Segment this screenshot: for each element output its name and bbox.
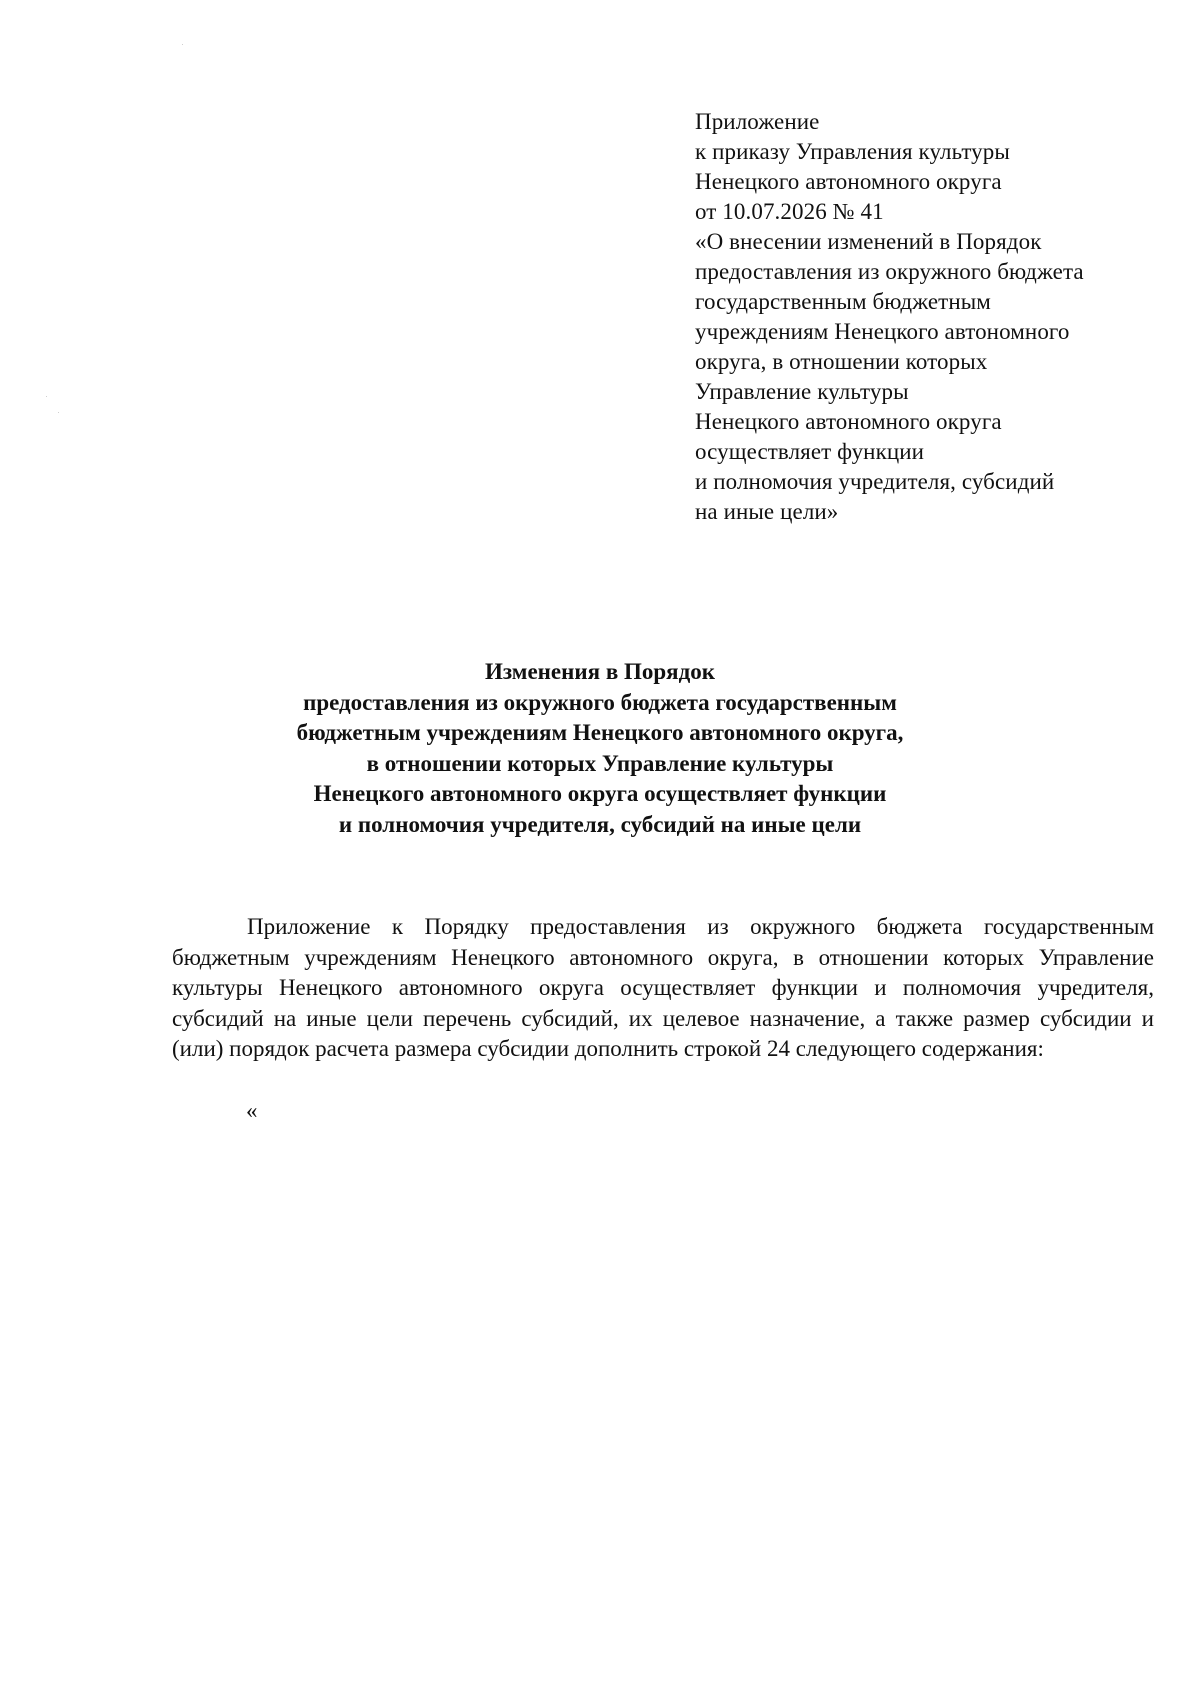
appendix-line: предоставления из окружного бюджета bbox=[695, 259, 1084, 284]
document-title bbox=[120, 657, 1080, 840]
title-line: Ненецкого автономного округа осуществляет функции bbox=[313, 781, 887, 806]
scan-artifact bbox=[182, 44, 183, 45]
title-line: Изменения в Порядок bbox=[484, 659, 716, 684]
appendix-line: учреждениям Ненецкого автономного bbox=[695, 319, 1070, 344]
appendix-line: Ненецкого автономного округа bbox=[695, 409, 1002, 434]
opening-quote-mark: « bbox=[246, 1098, 258, 1123]
title-line: предоставления из окружного бюджета государственным bbox=[303, 689, 897, 715]
appendix-line: к приказу Управления культуры bbox=[695, 139, 1010, 164]
appendix-line: «О внесении изменений в Порядок bbox=[695, 229, 1042, 254]
appendix-line: округа, в отношении которых bbox=[695, 349, 988, 374]
scan-artifact bbox=[58, 412, 59, 413]
appendix-line: государственным бюджетным bbox=[695, 289, 991, 314]
appendix-header bbox=[695, 107, 1165, 527]
appendix-line: Управление культуры bbox=[695, 379, 909, 404]
title-line: бюджетным учреждениям Ненецкого автономного округа, bbox=[296, 720, 904, 745]
appendix-line: от 10.07.2026 № 41 bbox=[695, 199, 884, 224]
body-paragraph: Приложение к Порядку предоставления из окружного бюджета государственным бюджетным учреждениям Ненецкого автономного округа, в отношении которых Управление культуры Ненецкого автономного округа осуществляет функции и полномочия учредителя, субсидий на иные цели перечень субсидий, их целевое назначение, а также размер субсидии и (или) порядок расчета размера субсидии дополнить строкой 24 следующего содержания: bbox=[172, 914, 1154, 1061]
title-line: в отношении которых Управление культуры bbox=[366, 750, 834, 776]
appendix-line: и полномочия учредителя, субсидий bbox=[695, 469, 1055, 494]
appendix-line: Приложение bbox=[695, 109, 820, 134]
title-line: и полномочия учредителя, субсидий на иные цели bbox=[338, 811, 862, 837]
appendix-line: осуществляет функции bbox=[695, 439, 925, 464]
scan-artifact bbox=[46, 396, 47, 397]
appendix-line: на иные цели» bbox=[695, 499, 839, 524]
appendix-line: Ненецкого автономного округа bbox=[695, 169, 1002, 194]
